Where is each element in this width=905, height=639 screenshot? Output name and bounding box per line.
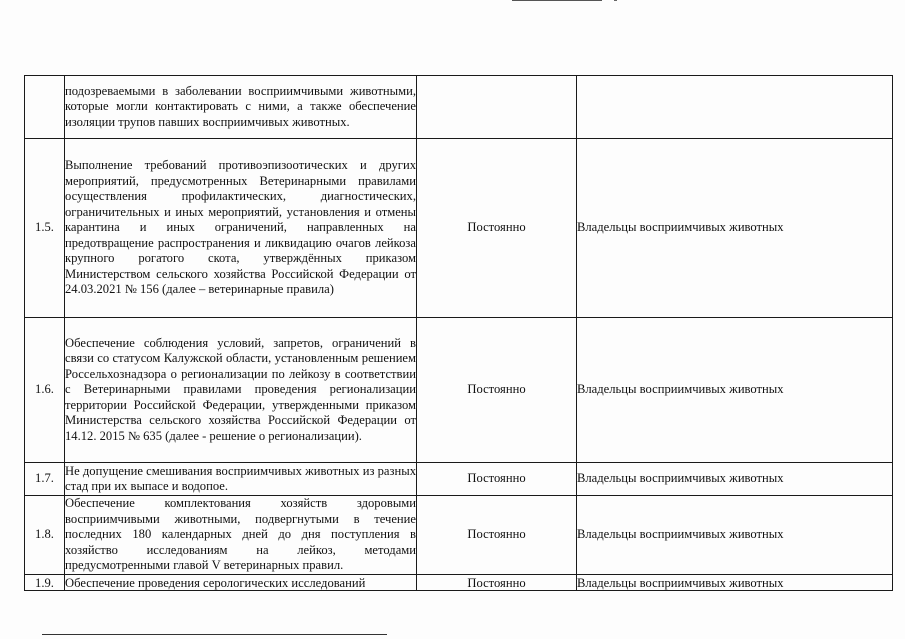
measure-text: Обеспечение комплектования хозяйств здоровыми восприимчивыми животными, подвергнутыми в течение последних 180 календарных дней до дня поступления в хозяйство исследованиям на лейкоз, методами предусмотренными главой V ветеринарных правил.: [65, 496, 417, 575]
period-cell: Постоянно: [417, 496, 577, 575]
responsible-cell: Владельцы восприимчивых животных: [577, 318, 893, 463]
period-cell: Постоянно: [417, 139, 577, 318]
period-cell: [417, 575, 577, 591]
row-number: [25, 575, 65, 591]
table-row: [25, 76, 893, 139]
row-number: 1.6.: [25, 318, 65, 463]
table-row: [25, 139, 893, 318]
responsible-cell: Владельцы восприимчивых животных: [577, 139, 893, 318]
period-text: Постоянно: [467, 575, 526, 590]
responsible-cell: [577, 76, 893, 139]
responsible-text: Владельцы восприимчивых животных: [577, 575, 784, 590]
measures-table: [24, 75, 893, 591]
row-number: 1.7.: [25, 463, 65, 496]
table-row: [25, 496, 893, 575]
measure-text-clipped: Обеспечение проведения серологических исследований: [65, 575, 366, 590]
row-number: [25, 76, 65, 139]
period-cell: Постоянно: [417, 463, 577, 496]
responsible-cell: [577, 575, 893, 591]
scan-mark: [512, 0, 602, 1]
footnote-separator: [42, 634, 387, 635]
table-row: [25, 575, 893, 591]
measure-text: Не допущение смешивания восприимчивых животных из разных стад при их выпасе и водопое.: [65, 463, 417, 496]
measure-text: [65, 575, 417, 591]
measure-text: Выполнение требований противоэпизоотических и других мероприятий, предусмотренных Ветеринарными правилами осуществления профилактических, диагностических, ограничительных и иных мероприятий, установления и отмены карантина и иных ограничений, направленных на предотвращение распространения и ликвидацию очагов лейкоза крупного рогатого скота, утверждённых приказом Министерством сельского хозяйства Российской Федерации от 24.03.2021 № 156 (далее – ветеринарные правила): [65, 139, 417, 318]
row-number: 1.5.: [25, 139, 65, 318]
row-number: 1.8.: [25, 496, 65, 575]
measure-text: подозреваемыми в заболевании восприимчивыми животными, которые могли контактировать с ними, а также обеспечение изоляции трупов павших восприимчивых животных.: [65, 76, 417, 139]
responsible-cell: Владельцы восприимчивых животных: [577, 463, 893, 496]
scan-mark-dot: [614, 0, 617, 1]
row-number-text: 1.9.: [35, 575, 54, 590]
table-row: [25, 463, 893, 496]
responsible-cell: Владельцы восприимчивых животных: [577, 496, 893, 575]
period-cell: Постоянно: [417, 318, 577, 463]
period-cell: [417, 76, 577, 139]
measure-text: Обеспечение соблюдения условий, запретов, ограничений в связи со статусом Калужской области, установленным решением Россельхознадзора о регионализации по лейкозу в соответствии с Ветеринарными правилами проведения регионализации территории Российской Федерации, утвержденными приказом Министерства сельского хозяйства Российской Федерации от 14.12. 2015 № 635 (далее - решение о регионализации).: [65, 318, 417, 463]
table-row: [25, 318, 893, 463]
